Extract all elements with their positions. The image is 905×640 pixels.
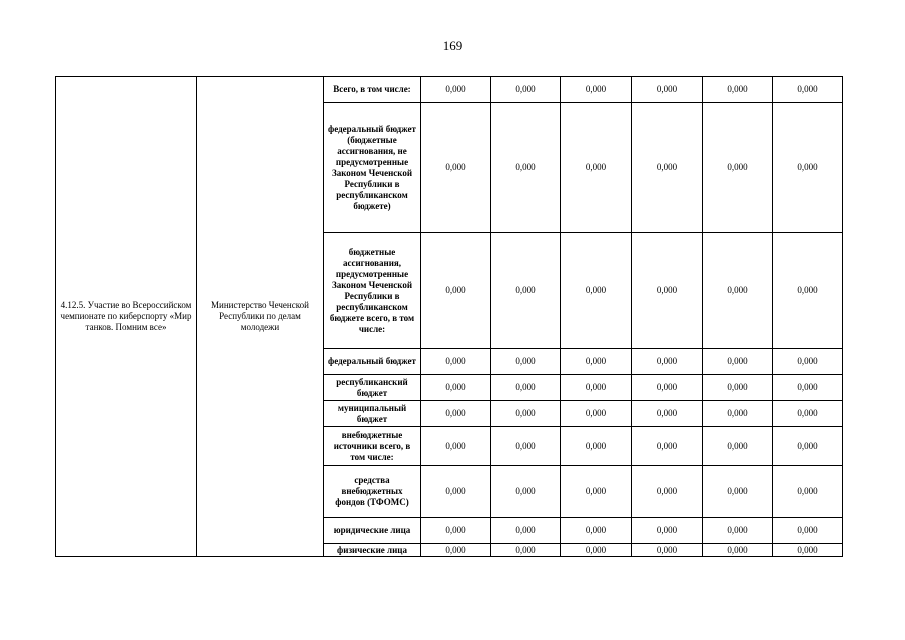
amount-cell: 0,000 (491, 375, 561, 401)
amount-cell: 0,000 (491, 427, 561, 466)
amount-cell: 0,000 (561, 518, 632, 544)
amount-cell: 0,000 (632, 103, 703, 233)
amount-cell: 0,000 (632, 401, 703, 427)
funding-source-cell: республиканский бюджет (324, 375, 421, 401)
executor-cell: Министерство Чеченской Республики по делам молодежи (197, 77, 324, 557)
amount-cell: 0,000 (561, 427, 632, 466)
amount-cell: 0,000 (773, 466, 843, 518)
amount-cell: 0,000 (773, 233, 843, 349)
amount-cell: 0,000 (773, 349, 843, 375)
amount-cell: 0,000 (561, 233, 632, 349)
amount-cell: 0,000 (632, 375, 703, 401)
amount-cell: 0,000 (773, 518, 843, 544)
amount-cell: 0,000 (561, 401, 632, 427)
amount-cell: 0,000 (421, 427, 491, 466)
amount-cell: 0,000 (703, 233, 773, 349)
funding-source-cell: средства внебюджетных фондов (ТФОМС) (324, 466, 421, 518)
amount-cell: 0,000 (561, 375, 632, 401)
amount-cell: 0,000 (703, 349, 773, 375)
amount-cell: 0,000 (703, 544, 773, 557)
amount-cell: 0,000 (703, 518, 773, 544)
amount-cell: 0,000 (703, 77, 773, 103)
amount-cell: 0,000 (632, 233, 703, 349)
amount-cell: 0,000 (561, 103, 632, 233)
amount-cell: 0,000 (421, 233, 491, 349)
amount-cell: 0,000 (421, 349, 491, 375)
amount-cell: 0,000 (773, 401, 843, 427)
amount-cell: 0,000 (421, 375, 491, 401)
amount-cell: 0,000 (703, 427, 773, 466)
funding-source-cell: внебюджетные источники всего, в том числе: (324, 427, 421, 466)
page-number: 169 (442, 38, 463, 53)
amount-cell: 0,000 (421, 544, 491, 557)
amount-cell: 0,000 (703, 466, 773, 518)
funding-source-cell: физические лица (324, 544, 421, 557)
amount-cell: 0,000 (703, 401, 773, 427)
table-row (56, 77, 843, 103)
funding-source-cell: Всего, в том числе: (324, 77, 421, 103)
funding-source-cell: федеральный бюджет (бюджетные ассигнования, не предусмотренные Законом Чеченской Республики в республиканском бюджете) (324, 103, 421, 233)
amount-cell: 0,000 (491, 349, 561, 375)
amount-cell: 0,000 (491, 103, 561, 233)
amount-cell: 0,000 (632, 77, 703, 103)
amount-cell: 0,000 (561, 466, 632, 518)
amount-cell: 0,000 (632, 466, 703, 518)
amount-cell: 0,000 (561, 77, 632, 103)
amount-cell: 0,000 (632, 518, 703, 544)
funding-source-cell: юридические лица (324, 518, 421, 544)
amount-cell: 0,000 (421, 466, 491, 518)
amount-cell: 0,000 (491, 466, 561, 518)
amount-cell: 0,000 (561, 349, 632, 375)
amount-cell: 0,000 (773, 427, 843, 466)
amount-cell: 0,000 (703, 103, 773, 233)
budget-table (55, 76, 843, 557)
amount-cell: 0,000 (773, 375, 843, 401)
amount-cell: 0,000 (421, 77, 491, 103)
amount-cell: 0,000 (491, 401, 561, 427)
amount-cell: 0,000 (491, 518, 561, 544)
amount-cell: 0,000 (632, 349, 703, 375)
amount-cell: 0,000 (773, 103, 843, 233)
amount-cell: 0,000 (421, 103, 491, 233)
amount-cell: 0,000 (421, 518, 491, 544)
amount-cell: 0,000 (491, 77, 561, 103)
amount-cell: 0,000 (632, 544, 703, 557)
funding-source-cell: бюджетные ассигнования, предусмотренные Законом Чеченской Республики в республиканском бюджете всего, в том числе: (324, 233, 421, 349)
funding-source-cell: муниципальный бюджет (324, 401, 421, 427)
amount-cell: 0,000 (703, 375, 773, 401)
amount-cell: 0,000 (491, 233, 561, 349)
amount-cell: 0,000 (632, 427, 703, 466)
amount-cell: 0,000 (773, 77, 843, 103)
amount-cell: 0,000 (491, 544, 561, 557)
amount-cell: 0,000 (773, 544, 843, 557)
funding-source-cell: федеральный бюджет (324, 349, 421, 375)
amount-cell: 0,000 (561, 544, 632, 557)
event-name-cell: 4.12.5. Участие во Всероссийском чемпионате по киберспорту «Мир танков. Помним все» (56, 77, 197, 557)
amount-cell: 0,000 (421, 401, 491, 427)
